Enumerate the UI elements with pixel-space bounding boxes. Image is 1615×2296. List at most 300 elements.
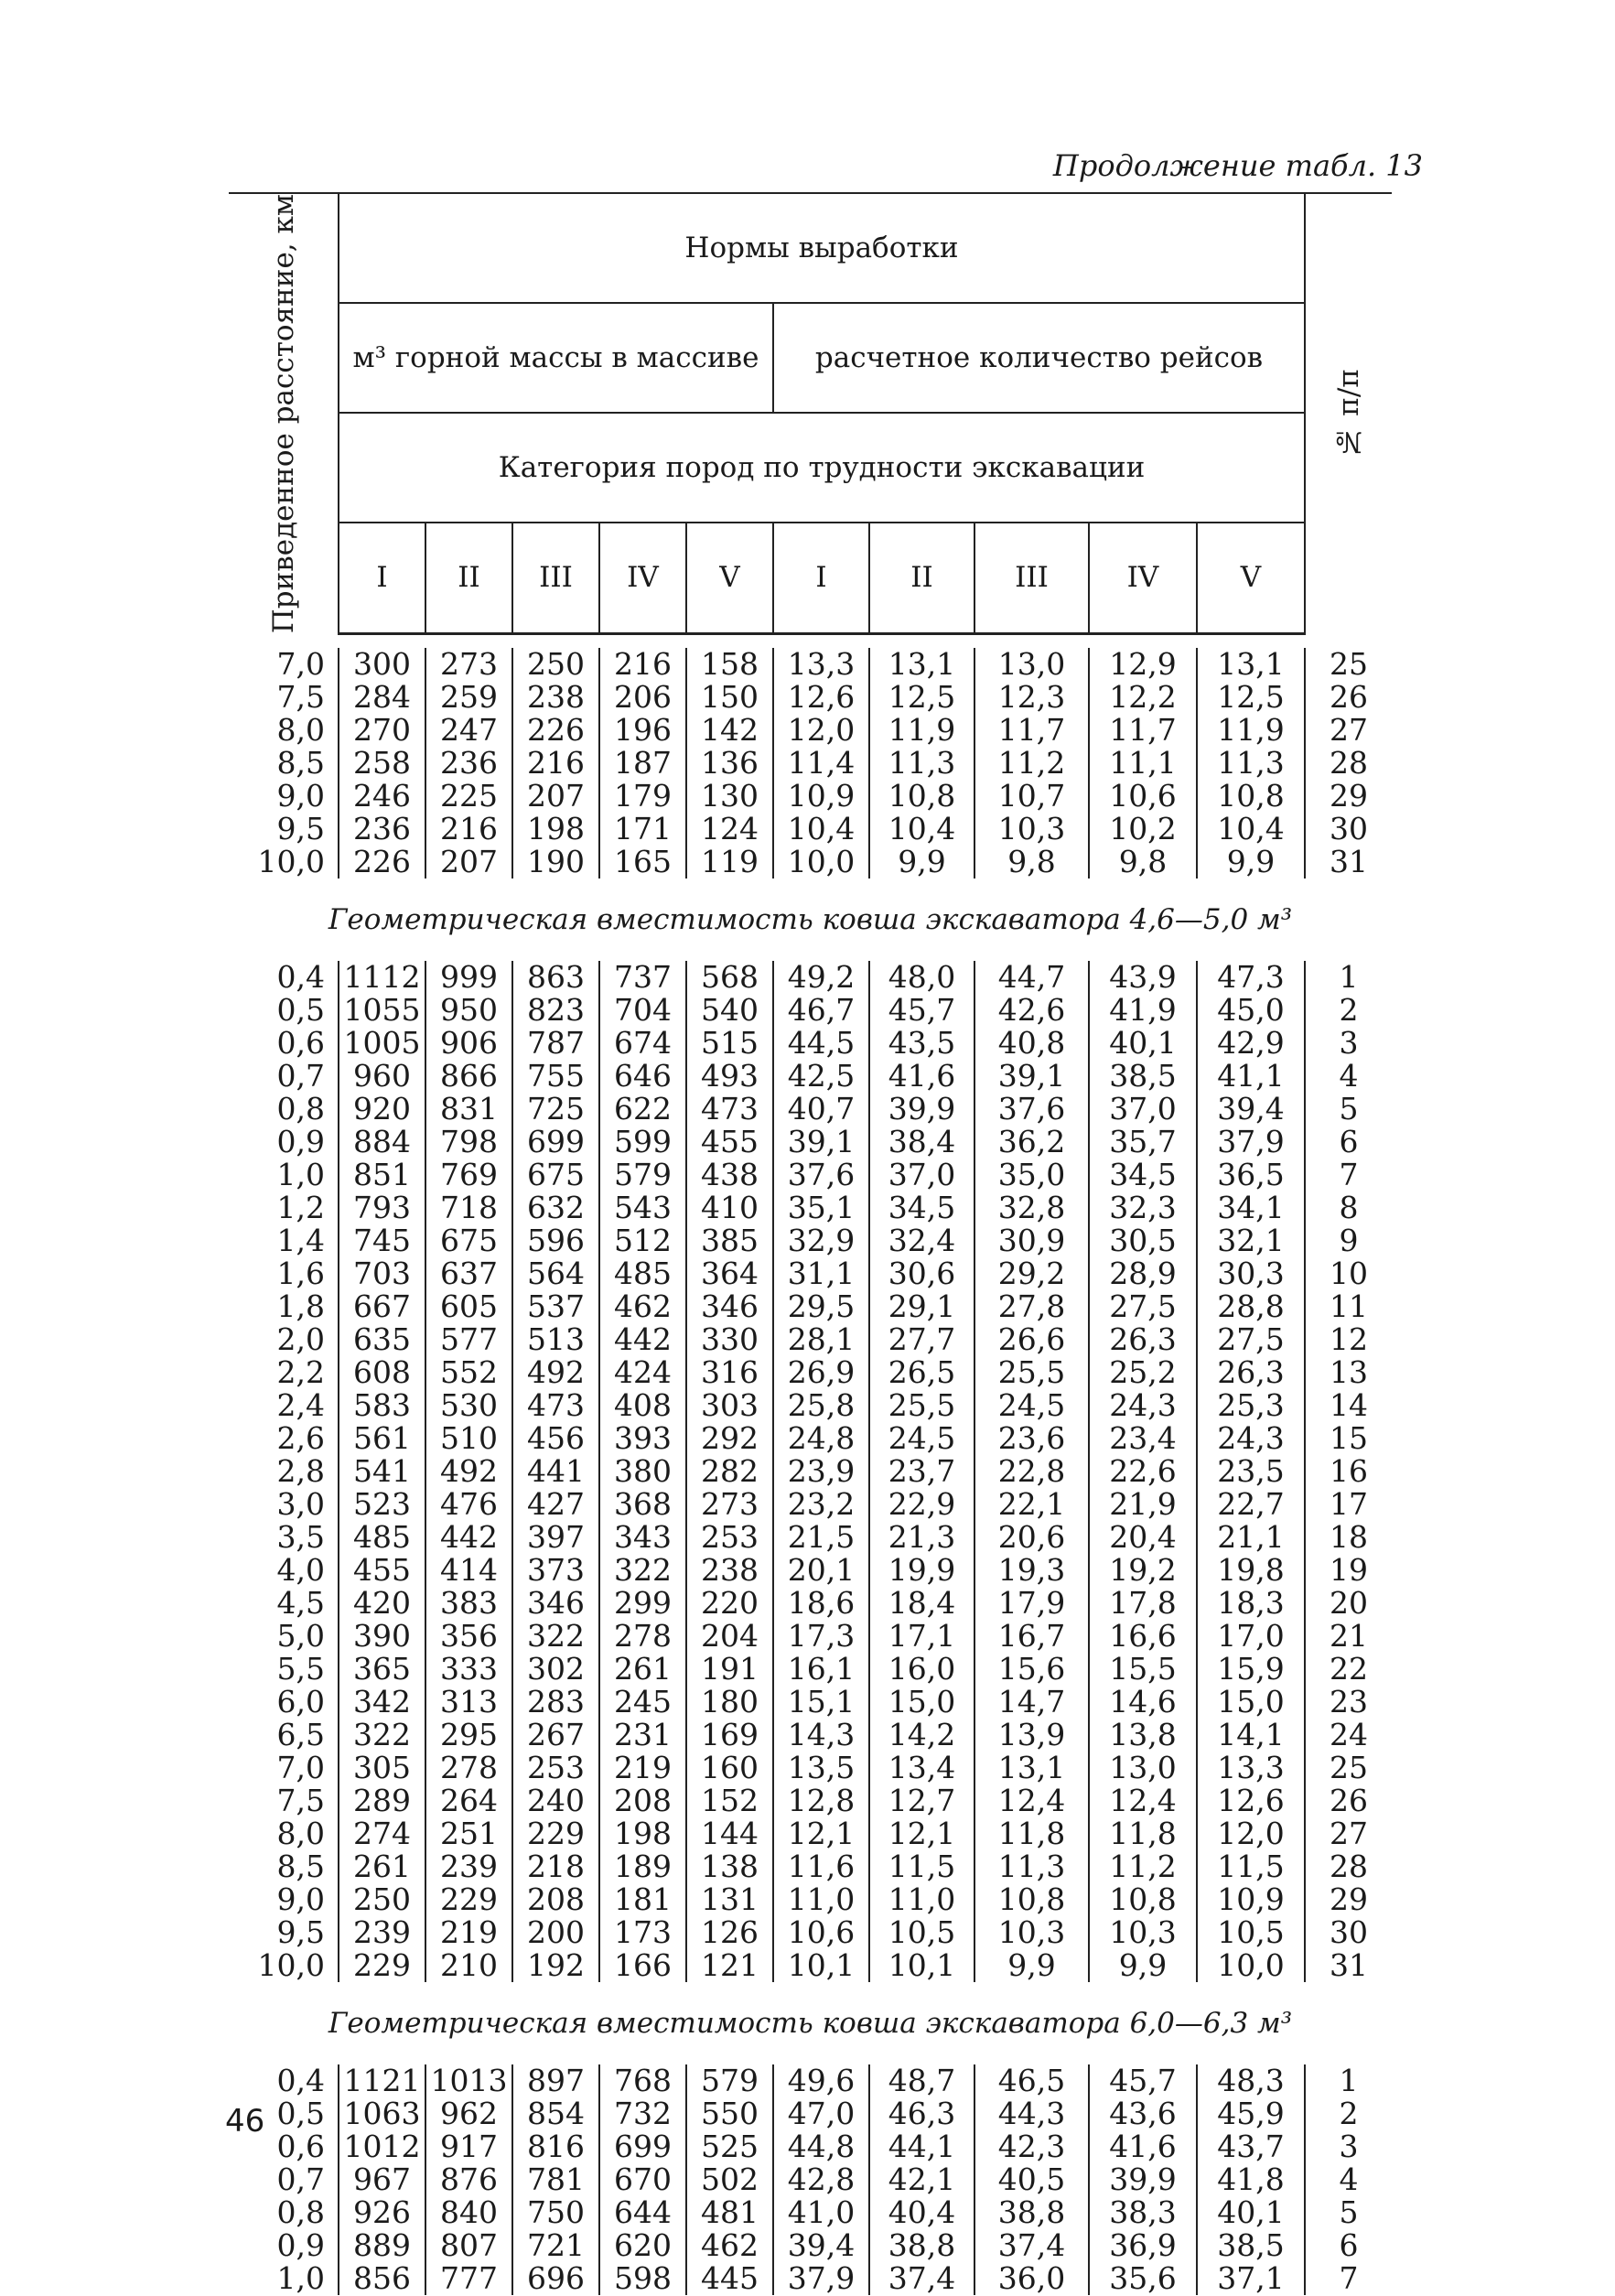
value-cell: 21,1 bbox=[1197, 1521, 1305, 1554]
value-cell: 10,9 bbox=[1197, 1883, 1305, 1916]
row-number-cell: 11 bbox=[1305, 1290, 1392, 1323]
value-cell: 16,7 bbox=[974, 1620, 1089, 1653]
value-cell: 552 bbox=[425, 1356, 512, 1389]
value-cell: 876 bbox=[425, 2163, 512, 2196]
distance-cell: 1,0 bbox=[276, 2259, 325, 2296]
value-cell: 44,3 bbox=[974, 2097, 1089, 2130]
value-cell: 10,5 bbox=[869, 1916, 974, 1949]
value-cell: 807 bbox=[425, 2229, 512, 2262]
row-number-cell: 12 bbox=[1305, 1323, 1392, 1356]
distance-cell: 4,0 bbox=[276, 1551, 325, 1588]
value-cell: 568 bbox=[686, 961, 773, 994]
table-row bbox=[229, 1752, 1392, 1784]
table-row bbox=[229, 1521, 1392, 1554]
row-number-cell: 26 bbox=[1305, 681, 1392, 714]
value-cell: 674 bbox=[599, 1027, 686, 1060]
value-cell: 124 bbox=[686, 813, 773, 846]
value-cell: 14,1 bbox=[1197, 1719, 1305, 1752]
value-cell: 26,3 bbox=[1089, 1323, 1197, 1356]
value-cell: 23,6 bbox=[974, 1422, 1089, 1455]
value-cell: 1063 bbox=[339, 2097, 425, 2130]
value-cell: 18,3 bbox=[1197, 1587, 1305, 1620]
value-cell: 476 bbox=[425, 1488, 512, 1521]
value-cell: 17,8 bbox=[1089, 1587, 1197, 1620]
value-cell: 278 bbox=[425, 1752, 512, 1784]
row-number-cell: 5 bbox=[1305, 1093, 1392, 1126]
value-cell: 44,5 bbox=[773, 1027, 869, 1060]
value-cell: 43,6 bbox=[1089, 2097, 1197, 2130]
value-cell: 37,4 bbox=[974, 2229, 1089, 2262]
value-cell: 138 bbox=[686, 1850, 773, 1883]
value-cell: 21,3 bbox=[869, 1521, 974, 1554]
value-cell: 220 bbox=[686, 1587, 773, 1620]
value-cell: 1012 bbox=[339, 2130, 425, 2163]
row-number-cell: 3 bbox=[1305, 1027, 1392, 1060]
value-cell: 15,0 bbox=[869, 1686, 974, 1719]
value-cell: 48,0 bbox=[869, 961, 974, 994]
value-cell: 926 bbox=[339, 2196, 425, 2229]
value-cell: 564 bbox=[512, 1257, 599, 1290]
header-col: I bbox=[773, 523, 869, 633]
value-cell: 703 bbox=[339, 1257, 425, 1290]
value-cell: 462 bbox=[686, 2229, 773, 2262]
row-number-cell: 26 bbox=[1305, 1784, 1392, 1817]
value-cell: 455 bbox=[686, 1126, 773, 1159]
value-cell: 485 bbox=[599, 1257, 686, 1290]
value-cell: 9,9 bbox=[869, 846, 974, 879]
value-cell: 473 bbox=[686, 1093, 773, 1126]
value-cell: 12,2 bbox=[1089, 681, 1197, 714]
value-cell: 28,8 bbox=[1197, 1290, 1305, 1323]
value-cell: 823 bbox=[512, 994, 599, 1027]
value-cell: 502 bbox=[686, 2163, 773, 2196]
value-cell: 12,5 bbox=[869, 681, 974, 714]
value-cell: 769 bbox=[425, 1159, 512, 1191]
value-cell: 25,8 bbox=[773, 1389, 869, 1422]
value-cell: 39,1 bbox=[773, 1126, 869, 1159]
table-row bbox=[229, 1686, 1392, 1719]
value-cell: 41,1 bbox=[1197, 1060, 1305, 1093]
distance-cell: 0,9 bbox=[276, 2226, 325, 2263]
page-number: 46 bbox=[225, 2103, 265, 2140]
table-row bbox=[229, 1554, 1392, 1587]
table-row bbox=[229, 747, 1392, 780]
value-cell: 207 bbox=[425, 846, 512, 879]
table-row bbox=[229, 1093, 1392, 1126]
value-cell: 9,8 bbox=[974, 846, 1089, 879]
row-number-cell: 30 bbox=[1305, 813, 1392, 846]
value-cell: 273 bbox=[425, 648, 512, 681]
row-number-cell: 7 bbox=[1305, 2262, 1392, 2295]
value-cell: 393 bbox=[599, 1422, 686, 1455]
value-cell: 198 bbox=[512, 813, 599, 846]
value-cell: 745 bbox=[339, 1224, 425, 1257]
value-cell: 35,1 bbox=[773, 1191, 869, 1224]
distance-cell: 0,4 bbox=[276, 2062, 325, 2098]
value-cell: 13,8 bbox=[1089, 1719, 1197, 1752]
distance-cell: 8,0 bbox=[276, 711, 325, 748]
value-cell: 356 bbox=[425, 1620, 512, 1653]
row-number-cell: 25 bbox=[1305, 1752, 1392, 1784]
value-cell: 442 bbox=[425, 1521, 512, 1554]
value-cell: 9,8 bbox=[1089, 846, 1197, 879]
value-cell: 26,6 bbox=[974, 1323, 1089, 1356]
value-cell: 34,5 bbox=[869, 1191, 974, 1224]
table-row bbox=[229, 1916, 1392, 1949]
value-cell: 414 bbox=[425, 1554, 512, 1587]
value-cell: 781 bbox=[512, 2163, 599, 2196]
value-cell: 732 bbox=[599, 2097, 686, 2130]
value-cell: 441 bbox=[512, 1455, 599, 1488]
value-cell: 152 bbox=[686, 1784, 773, 1817]
value-cell: 299 bbox=[599, 1587, 686, 1620]
value-cell: 35,0 bbox=[974, 1159, 1089, 1191]
value-cell: 840 bbox=[425, 2196, 512, 2229]
value-cell: 28,1 bbox=[773, 1323, 869, 1356]
value-cell: 236 bbox=[425, 747, 512, 780]
value-cell: 29,5 bbox=[773, 1290, 869, 1323]
value-cell: 787 bbox=[512, 1027, 599, 1060]
value-cell: 20,1 bbox=[773, 1554, 869, 1587]
value-cell: 16,0 bbox=[869, 1653, 974, 1686]
value-cell: 322 bbox=[599, 1554, 686, 1587]
value-cell: 1055 bbox=[339, 994, 425, 1027]
row-number-cell: 7 bbox=[1305, 1159, 1392, 1191]
row-number-cell: 9 bbox=[1305, 1224, 1392, 1257]
table-body bbox=[229, 633, 1392, 2295]
row-number-cell: 16 bbox=[1305, 1455, 1392, 1488]
value-cell: 46,7 bbox=[773, 994, 869, 1027]
distance-cell: 8,0 bbox=[276, 1815, 325, 1851]
value-cell: 322 bbox=[339, 1719, 425, 1752]
value-cell: 24,8 bbox=[773, 1422, 869, 1455]
value-cell: 208 bbox=[512, 1883, 599, 1916]
value-cell: 438 bbox=[686, 1159, 773, 1191]
table-row bbox=[229, 1290, 1392, 1323]
value-cell: 26,3 bbox=[1197, 1356, 1305, 1389]
value-cell: 445 bbox=[686, 2262, 773, 2295]
value-cell: 45,0 bbox=[1197, 994, 1305, 1027]
value-cell: 42,8 bbox=[773, 2163, 869, 2196]
value-cell: 36,9 bbox=[1089, 2229, 1197, 2262]
value-cell: 42,6 bbox=[974, 994, 1089, 1027]
value-cell: 23,9 bbox=[773, 1455, 869, 1488]
value-cell: 10,8 bbox=[1197, 780, 1305, 813]
value-cell: 229 bbox=[425, 1883, 512, 1916]
distance-cell: 5,5 bbox=[276, 1650, 325, 1687]
value-cell: 737 bbox=[599, 961, 686, 994]
value-cell: 39,4 bbox=[773, 2229, 869, 2262]
table-row bbox=[229, 1356, 1392, 1389]
table-row bbox=[229, 2229, 1392, 2262]
table-row bbox=[229, 1323, 1392, 1356]
value-cell: 36,0 bbox=[974, 2262, 1089, 2295]
value-cell: 274 bbox=[339, 1817, 425, 1850]
value-cell: 768 bbox=[599, 2064, 686, 2097]
distance-cell: 0,6 bbox=[276, 1024, 325, 1061]
value-cell: 462 bbox=[599, 1290, 686, 1323]
row-number-cell: 24 bbox=[1305, 1719, 1392, 1752]
value-cell: 282 bbox=[686, 1455, 773, 1488]
value-cell: 34,1 bbox=[1197, 1191, 1305, 1224]
value-cell: 23,2 bbox=[773, 1488, 869, 1521]
value-cell: 12,4 bbox=[974, 1784, 1089, 1817]
distance-cell: 10,0 bbox=[257, 1946, 325, 1983]
value-cell: 206 bbox=[599, 681, 686, 714]
value-cell: 259 bbox=[425, 681, 512, 714]
value-cell: 278 bbox=[599, 1620, 686, 1653]
value-cell: 14,7 bbox=[974, 1686, 1089, 1719]
value-cell: 492 bbox=[512, 1356, 599, 1389]
value-cell: 19,8 bbox=[1197, 1554, 1305, 1587]
value-cell: 561 bbox=[339, 1422, 425, 1455]
distance-cell: 0,5 bbox=[276, 991, 325, 1028]
value-cell: 45,7 bbox=[869, 994, 974, 1027]
value-cell: 816 bbox=[512, 2130, 599, 2163]
value-cell: 303 bbox=[686, 1389, 773, 1422]
value-cell: 14,2 bbox=[869, 1719, 974, 1752]
value-cell: 284 bbox=[339, 681, 425, 714]
value-cell: 755 bbox=[512, 1060, 599, 1093]
value-cell: 29,1 bbox=[869, 1290, 974, 1323]
value-cell: 45,7 bbox=[1089, 2064, 1197, 2097]
value-cell: 13,0 bbox=[974, 648, 1089, 681]
value-cell: 41,0 bbox=[773, 2196, 869, 2229]
value-cell: 180 bbox=[686, 1686, 773, 1719]
value-cell: 21,9 bbox=[1089, 1488, 1197, 1521]
table-row bbox=[229, 1850, 1392, 1883]
value-cell: 17,1 bbox=[869, 1620, 974, 1653]
value-cell: 390 bbox=[339, 1620, 425, 1653]
value-cell: 253 bbox=[512, 1752, 599, 1784]
value-cell: 11,7 bbox=[974, 714, 1089, 747]
row-number-cell: 6 bbox=[1305, 1126, 1392, 1159]
value-cell: 289 bbox=[339, 1784, 425, 1817]
value-cell: 38,3 bbox=[1089, 2196, 1197, 2229]
row-number-cell: 20 bbox=[1305, 1587, 1392, 1620]
value-cell: 27,5 bbox=[1089, 1290, 1197, 1323]
distance-cell: 6,0 bbox=[276, 1683, 325, 1719]
value-cell: 160 bbox=[686, 1752, 773, 1784]
value-cell: 365 bbox=[339, 1653, 425, 1686]
value-cell: 229 bbox=[512, 1817, 599, 1850]
value-cell: 11,9 bbox=[869, 714, 974, 747]
value-cell: 11,5 bbox=[1197, 1850, 1305, 1883]
value-cell: 38,8 bbox=[974, 2196, 1089, 2229]
value-cell: 605 bbox=[425, 1290, 512, 1323]
table-row bbox=[229, 2130, 1392, 2163]
value-cell: 219 bbox=[425, 1916, 512, 1949]
value-cell: 231 bbox=[599, 1719, 686, 1752]
table-row bbox=[229, 2097, 1392, 2130]
row-number-cell: 10 bbox=[1305, 1257, 1392, 1290]
value-cell: 523 bbox=[339, 1488, 425, 1521]
distance-cell: 9,0 bbox=[276, 777, 325, 814]
value-cell: 15,6 bbox=[974, 1653, 1089, 1686]
value-cell: 10,5 bbox=[1197, 1916, 1305, 1949]
value-cell: 670 bbox=[599, 2163, 686, 2196]
value-cell: 473 bbox=[512, 1389, 599, 1422]
value-cell: 19,9 bbox=[869, 1554, 974, 1587]
row-number-cell: 28 bbox=[1305, 747, 1392, 780]
value-cell: 11,0 bbox=[869, 1883, 974, 1916]
value-cell: 635 bbox=[339, 1323, 425, 1356]
table-row bbox=[229, 681, 1392, 714]
value-cell: 512 bbox=[599, 1224, 686, 1257]
table-row bbox=[229, 1620, 1392, 1653]
value-cell: 456 bbox=[512, 1422, 599, 1455]
table-row bbox=[229, 1455, 1392, 1488]
value-cell: 181 bbox=[599, 1883, 686, 1916]
distance-cell: 0,8 bbox=[276, 1090, 325, 1126]
value-cell: 579 bbox=[599, 1159, 686, 1191]
value-cell: 31,1 bbox=[773, 1257, 869, 1290]
row-number-cell: 29 bbox=[1305, 780, 1392, 813]
header-norms: Нормы выработки bbox=[339, 193, 1305, 303]
value-cell: 10,9 bbox=[773, 780, 869, 813]
value-cell: 420 bbox=[339, 1587, 425, 1620]
value-cell: 29,2 bbox=[974, 1257, 1089, 1290]
value-cell: 12,7 bbox=[869, 1784, 974, 1817]
value-cell: 13,1 bbox=[869, 648, 974, 681]
value-cell: 37,6 bbox=[773, 1159, 869, 1191]
value-cell: 831 bbox=[425, 1093, 512, 1126]
value-cell: 219 bbox=[599, 1752, 686, 1784]
header-col: IV bbox=[599, 523, 686, 633]
value-cell: 239 bbox=[339, 1916, 425, 1949]
value-cell: 637 bbox=[425, 1257, 512, 1290]
table-row bbox=[229, 1389, 1392, 1422]
value-cell: 27,8 bbox=[974, 1290, 1089, 1323]
header-mass: м³ горной массы в массиве bbox=[339, 303, 773, 413]
value-cell: 481 bbox=[686, 2196, 773, 2229]
value-cell: 43,7 bbox=[1197, 2130, 1305, 2163]
value-cell: 14,6 bbox=[1089, 1686, 1197, 1719]
value-cell: 47,3 bbox=[1197, 961, 1305, 994]
table-row bbox=[229, 846, 1392, 879]
value-cell: 210 bbox=[425, 1949, 512, 1982]
distance-cell: 7,5 bbox=[276, 678, 325, 715]
value-cell: 579 bbox=[686, 2064, 773, 2097]
value-cell: 675 bbox=[425, 1224, 512, 1257]
value-cell: 43,9 bbox=[1089, 961, 1197, 994]
value-cell: 12,8 bbox=[773, 1784, 869, 1817]
value-cell: 41,8 bbox=[1197, 2163, 1305, 2196]
table-row bbox=[229, 1257, 1392, 1290]
value-cell: 342 bbox=[339, 1686, 425, 1719]
value-cell: 32,8 bbox=[974, 1191, 1089, 1224]
value-cell: 11,7 bbox=[1089, 714, 1197, 747]
value-cell: 32,9 bbox=[773, 1224, 869, 1257]
value-cell: 165 bbox=[599, 846, 686, 879]
value-cell: 368 bbox=[599, 1488, 686, 1521]
distance-cell: 2,4 bbox=[276, 1386, 325, 1423]
row-number-cell: 1 bbox=[1305, 2064, 1392, 2097]
value-cell: 13,1 bbox=[974, 1752, 1089, 1784]
value-cell: 12,0 bbox=[1197, 1817, 1305, 1850]
value-cell: 49,6 bbox=[773, 2064, 869, 2097]
distance-cell: 0,7 bbox=[276, 2161, 325, 2197]
value-cell: 16,1 bbox=[773, 1653, 869, 1686]
row-number-cell: 17 bbox=[1305, 1488, 1392, 1521]
value-cell: 675 bbox=[512, 1159, 599, 1191]
header-col: V bbox=[1197, 523, 1305, 633]
value-cell: 1013 bbox=[425, 2064, 512, 2097]
value-cell: 906 bbox=[425, 1027, 512, 1060]
value-cell: 485 bbox=[339, 1521, 425, 1554]
value-cell: 515 bbox=[686, 1027, 773, 1060]
value-cell: 126 bbox=[686, 1916, 773, 1949]
distance-cell: 2,2 bbox=[276, 1353, 325, 1390]
value-cell: 23,5 bbox=[1197, 1455, 1305, 1488]
value-cell: 884 bbox=[339, 1126, 425, 1159]
row-number-cell: 27 bbox=[1305, 1817, 1392, 1850]
value-cell: 10,6 bbox=[1089, 780, 1197, 813]
value-cell: 38,8 bbox=[869, 2229, 974, 2262]
value-cell: 598 bbox=[599, 2262, 686, 2295]
value-cell: 13,3 bbox=[773, 648, 869, 681]
value-cell: 493 bbox=[686, 1060, 773, 1093]
section-caption-row bbox=[229, 879, 1392, 961]
value-cell: 12,5 bbox=[1197, 681, 1305, 714]
value-cell: 236 bbox=[339, 813, 425, 846]
value-cell: 333 bbox=[425, 1653, 512, 1686]
row-number-cell: 27 bbox=[1305, 714, 1392, 747]
distance-cell: 9,0 bbox=[276, 1881, 325, 1917]
value-cell: 150 bbox=[686, 681, 773, 714]
distance-cell: 1,4 bbox=[276, 1222, 325, 1258]
value-cell: 267 bbox=[512, 1719, 599, 1752]
table-row bbox=[229, 2163, 1392, 2196]
value-cell: 26,9 bbox=[773, 1356, 869, 1389]
value-cell: 26,5 bbox=[869, 1356, 974, 1389]
header-col: II bbox=[425, 523, 512, 633]
value-cell: 537 bbox=[512, 1290, 599, 1323]
value-cell: 316 bbox=[686, 1356, 773, 1389]
value-cell: 38,4 bbox=[869, 1126, 974, 1159]
value-cell: 30,6 bbox=[869, 1257, 974, 1290]
value-cell: 721 bbox=[512, 2229, 599, 2262]
value-cell: 30,5 bbox=[1089, 1224, 1197, 1257]
distance-cell: 1,8 bbox=[276, 1288, 325, 1324]
row-number-cell: 28 bbox=[1305, 1850, 1392, 1883]
value-cell: 166 bbox=[599, 1949, 686, 1982]
distance-cell: 1,6 bbox=[276, 1255, 325, 1291]
value-cell: 36,2 bbox=[974, 1126, 1089, 1159]
value-cell: 408 bbox=[599, 1389, 686, 1422]
section-caption: Геометрическая вместимость ковша экскаватора 6,0—6,3 м³ bbox=[328, 2006, 1293, 2040]
value-cell: 10,6 bbox=[773, 1916, 869, 1949]
value-cell: 42,9 bbox=[1197, 1027, 1305, 1060]
value-cell: 240 bbox=[512, 1784, 599, 1817]
value-cell: 10,4 bbox=[1197, 813, 1305, 846]
row-number-cell: 29 bbox=[1305, 1883, 1392, 1916]
distance-cell: 3,0 bbox=[276, 1485, 325, 1522]
value-cell: 12,6 bbox=[773, 681, 869, 714]
value-cell: 38,5 bbox=[1197, 2229, 1305, 2262]
table-row bbox=[229, 2262, 1392, 2295]
value-cell: 198 bbox=[599, 1817, 686, 1850]
value-cell: 30,3 bbox=[1197, 1257, 1305, 1290]
value-cell: 13,9 bbox=[974, 1719, 1089, 1752]
value-cell: 37,6 bbox=[974, 1093, 1089, 1126]
value-cell: 12,3 bbox=[974, 681, 1089, 714]
value-cell: 11,6 bbox=[773, 1850, 869, 1883]
value-cell: 251 bbox=[425, 1817, 512, 1850]
value-cell: 750 bbox=[512, 2196, 599, 2229]
value-cell: 41,6 bbox=[869, 1060, 974, 1093]
value-cell: 283 bbox=[512, 1686, 599, 1719]
